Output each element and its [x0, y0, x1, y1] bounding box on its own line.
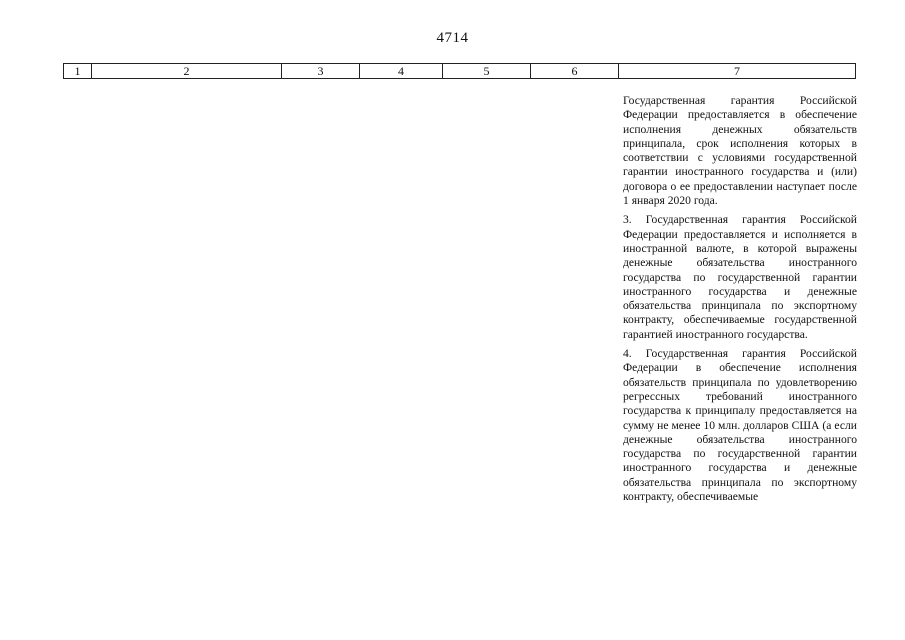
- column-number-7: 7: [619, 64, 856, 79]
- paragraph-4-amount: 4. Государственная гарантия Российской Федерации в обеспечение исполнения обязательств принципала по удовлетворению регрессных требований иностранного государства к принципалу предоставляется на сумму не менее 10 млн. долларов США (а если денежные обязательства иностранного государства по государственной гарантии иностранного государства и денежные обязательства принципала по экспортному контракту, обеспечиваемые: [623, 347, 857, 504]
- paragraph-3-currency: 3. Государственная гарантия Российской Федерации предоставляется и исполняется в иностранной валюте, в которой выражены денежные обязательства иностранного государства по государственной гарантии иностранного государства и денежные обязательства принципала по экспортному контракту, обеспечиваемые государственной гарантией иностранного государства.: [623, 213, 857, 341]
- column-number-5: 5: [443, 64, 531, 79]
- table-column-header: [63, 63, 856, 79]
- paragraph-guarantee-term: Государственная гарантия Российской Федерации предоставляется в обеспечение исполнения денежных обязательств принципала, срок исполнения которых в соответствии с условиями государственной гарантии иностранного государства и (или) договора о ее предоставлении наступает после 1 января 2020 года.: [623, 94, 857, 208]
- column-number-4: 4: [360, 64, 443, 79]
- column-number-6: 6: [531, 64, 619, 79]
- page-number: 4714: [436, 30, 469, 46]
- column-7-text: [623, 94, 857, 509]
- column-number-2: 2: [92, 64, 282, 79]
- column-numbers-row: [64, 64, 856, 79]
- column-number-1: 1: [64, 64, 92, 79]
- column-number-3: 3: [282, 64, 360, 79]
